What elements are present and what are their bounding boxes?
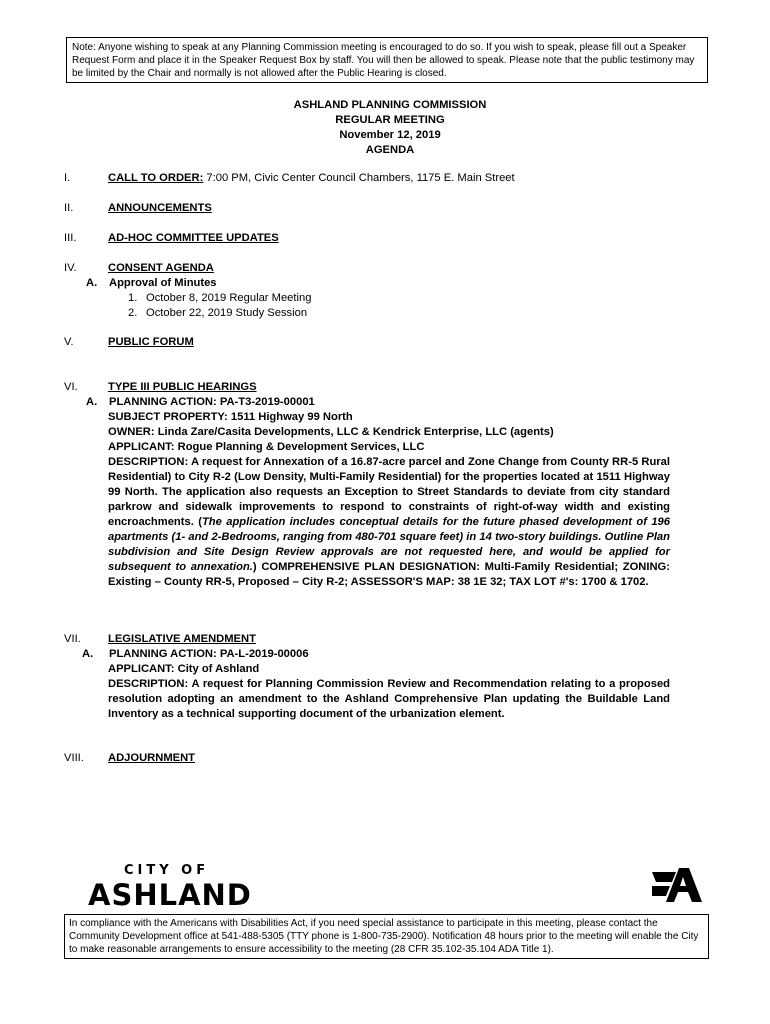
item-title: ANNOUNCEMENTS bbox=[108, 202, 212, 214]
speaker-note: Note: Anyone wishing to speak at any Planning Commission meeting is encouraged to do so. If you wish to speak, please fill out a Speaker Request Form and place it in the Speaker Request Box by staff. You will then be allowed to speak. Please note that the public testimony may be limited by the Chair and normally is not allowed after the Public Hearing is closed. bbox=[66, 37, 708, 83]
applicant: APPLICANT: Rogue Planning & Development Services, LLC bbox=[108, 441, 425, 453]
item-number: VIII. bbox=[64, 752, 84, 764]
item-number: III. bbox=[64, 232, 77, 244]
item-title: PUBLIC FORUM bbox=[108, 336, 194, 348]
agenda-item-adjournment bbox=[64, 751, 684, 766]
agenda-item-announcements bbox=[64, 201, 684, 216]
item-number: VI. bbox=[64, 381, 78, 393]
agenda-item-public-hearings bbox=[64, 380, 684, 590]
logo-ashland: ASHLAND bbox=[88, 878, 252, 912]
item-title: CONSENT AGENDA bbox=[108, 262, 214, 274]
list-item: 1. October 8, 2019 Regular Meeting bbox=[128, 292, 312, 304]
sub-letter: A. bbox=[86, 277, 98, 289]
agenda-item-call-to-order bbox=[64, 171, 684, 186]
commission-title: ASHLAND PLANNING COMMISSION bbox=[293, 99, 487, 111]
description: DESCRIPTION: A request for Annexation of a 16.87-acre parcel and Zone Change from County RR-5 Rural Residential) to City R-2 (Low Density, Multi-Family Residential) for the properties located at 1511 Highway 99 North. The application also requests an Exception to Street Standards to deviate from city standard parkrow and sidewalk improvements to respond to constraints of right-of-way width and existing encroachments. (The application includes conceptual details for the future phased development of 196 apartments (1- and 2-Bedrooms, ranging from 480-701 square feet) in 14 two-story buildings. Outline Plan subdivision and Site Design Review approvals are not requested here, and would be applied for subsequent to annexation.) COMPREHENSIVE PLAN DESIGNATION: Multi-Family Residential; ZONING: Existing – County RR-5, Proposed – City R-2; ASSESSOR'S MAP: 38 1E 32; TAX LOT #'s: 1700 & 1702. bbox=[108, 456, 670, 588]
description: DESCRIPTION: A request for Planning Commission Review and Recommendation relating to a proposed resolution adopting an amendment to the Ashland Comprehensive Plan updating the Buildable Land Inventory as a technical supporting document of the urbanization element. bbox=[108, 678, 670, 720]
city-of-ashland-logo bbox=[86, 857, 276, 912]
item-number: I. bbox=[64, 172, 71, 184]
agenda-title: AGENDA bbox=[365, 144, 415, 156]
item-title: AD-HOC COMMITTEE UPDATES bbox=[108, 232, 279, 244]
sub-title: Approval of Minutes bbox=[109, 277, 217, 289]
item-title: LEGISLATIVE AMENDMENT bbox=[108, 633, 256, 645]
planning-action: PLANNING ACTION: PA-L-2019-00006 bbox=[109, 648, 309, 660]
logo-city-of: CITY OF bbox=[124, 863, 210, 878]
consent-sub-a bbox=[64, 276, 684, 291]
ada-compliance-note: In compliance with the Americans with Disabilities Act, if you need special assistance to participate in this meeting, please contact the Community Development office at 541-488-5305 (TTY phone is 1-800-735-2900). Notification 48 hours prior to the meeting will enable the City to make reasonable arrangements to ensure accessibility to the meeting (28 CFR 35.102-35.104 ADA Title 1). bbox=[64, 914, 709, 959]
meeting-date: November 12, 2019 bbox=[339, 129, 441, 141]
agenda-header bbox=[0, 98, 770, 158]
ashland-a-icon bbox=[652, 864, 702, 904]
minutes-list bbox=[128, 291, 684, 321]
item-detail: 7:00 PM, Civic Center Council Chambers, 1175 E. Main Street bbox=[203, 172, 515, 184]
legislative-details bbox=[108, 662, 670, 722]
sub-letter: A. bbox=[82, 648, 94, 660]
hearing-details bbox=[108, 410, 670, 590]
hearing-sub-a bbox=[64, 395, 684, 410]
item-title: CALL TO ORDER: bbox=[108, 172, 204, 184]
item-number: II. bbox=[64, 202, 74, 214]
list-item: 2. October 22, 2019 Study Session bbox=[128, 307, 308, 319]
item-number: IV. bbox=[64, 262, 77, 274]
item-title: TYPE III PUBLIC HEARINGS bbox=[108, 381, 257, 393]
meeting-type: REGULAR MEETING bbox=[335, 114, 445, 126]
owner: OWNER: Linda Zare/Casita Developments, LLC & Kendrick Enterprise, LLC (agents) bbox=[108, 426, 554, 438]
planning-action: PLANNING ACTION: PA-T3-2019-00001 bbox=[109, 396, 315, 408]
sub-letter: A. bbox=[86, 396, 98, 408]
agenda-item-legislative bbox=[64, 632, 684, 722]
legislative-sub-a bbox=[64, 647, 684, 662]
agenda-item-public-forum bbox=[64, 335, 684, 350]
item-number: VII. bbox=[64, 633, 81, 645]
applicant: APPLICANT: City of Ashland bbox=[108, 663, 260, 675]
item-title: ADJOURNMENT bbox=[108, 752, 196, 764]
subject-property: SUBJECT PROPERTY: 1511 Highway 99 North bbox=[108, 411, 353, 423]
agenda-item-ad-hoc bbox=[64, 231, 684, 246]
agenda-item-consent bbox=[64, 261, 684, 321]
item-number: V. bbox=[64, 336, 74, 348]
